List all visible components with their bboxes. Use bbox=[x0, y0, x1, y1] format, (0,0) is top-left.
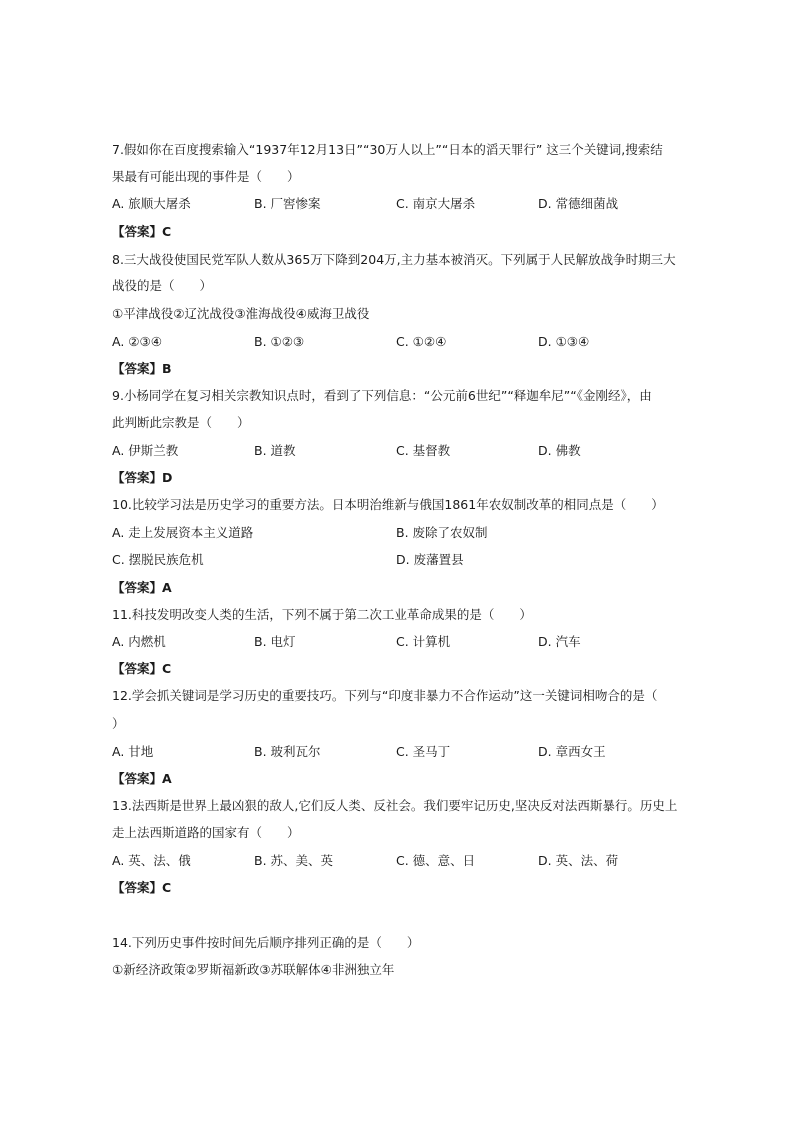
q13-option-a: A. 英、法、俄 bbox=[112, 853, 191, 868]
q11-option-d: D. 汽车 bbox=[538, 634, 581, 649]
q13-stem-line-1: 13.法西斯是世界上最凶狠的敌人,它们反人类、反社会。我们要牢记历史,坚决反对法西斯暴行。历史上 bbox=[112, 798, 678, 813]
q7-answer: 【答案】C bbox=[112, 224, 172, 239]
q10-options-row-1 bbox=[112, 525, 692, 541]
q10-options-row-2 bbox=[112, 552, 692, 568]
q8-option-d: D. ①③④ bbox=[538, 334, 590, 349]
q9-option-d: D. 佛教 bbox=[538, 443, 581, 458]
q7-options bbox=[112, 169, 692, 185]
q8-options-row bbox=[112, 334, 692, 350]
q11-stem-line-1: 11.科技发明改变人类的生活，下列不属于第二次工业革命成果的是（ ） bbox=[112, 607, 532, 622]
q12-answer: 【答案】A bbox=[112, 771, 172, 786]
q8-stem-line-3: ①平津战役②辽沈战役③淮海战役④威海卫战役 bbox=[112, 306, 370, 321]
q8-option-c: C. ①②④ bbox=[396, 334, 447, 349]
q14-stem-line-2: ①新经济政策②罗斯福新政③苏联解体④非洲独立年 bbox=[112, 962, 395, 977]
q11-option-c: C. 计算机 bbox=[396, 634, 451, 649]
q8-option-a: A. ②③④ bbox=[112, 334, 162, 349]
q13-options-row bbox=[112, 853, 692, 869]
q13-stem-line-2: 走上法西斯道路的国家有（ ） bbox=[112, 825, 300, 840]
q7-stem-line-2: 果最有可能出现的事件是（ ） bbox=[112, 169, 300, 184]
q9-answer: 【答案】D bbox=[112, 470, 173, 485]
q12-option-c: C. 圣马丁 bbox=[396, 744, 451, 759]
q12-stem-line-2: ） bbox=[112, 716, 125, 731]
q9-option-c: C. 基督教 bbox=[396, 443, 451, 458]
q13-option-d: D. 英、法、荷 bbox=[538, 853, 619, 868]
q12-option-b: B. 玻利瓦尔 bbox=[254, 744, 321, 759]
q8-stem-line-2: 战役的是（ ） bbox=[112, 278, 213, 293]
q14-stem-line-1: 14.下列历史事件按时间先后顺序排列正确的是（ ） bbox=[112, 935, 420, 950]
q9-stem-line-2: 此判断此宗教是（ ） bbox=[112, 415, 250, 430]
q10-option-b: B. 废除了农奴制 bbox=[396, 525, 488, 540]
q13-option-b: B. 苏、美、英 bbox=[254, 853, 334, 868]
q7-options-row bbox=[112, 196, 692, 212]
q8-answer: 【答案】B bbox=[112, 361, 172, 376]
q7-option-a: A. 旅顺大屠杀 bbox=[112, 196, 191, 211]
q13-answer: 【答案】C bbox=[112, 880, 172, 895]
q11-option-a: A. 内燃机 bbox=[112, 634, 166, 649]
q7-option-d: D. 常德细菌战 bbox=[538, 196, 619, 211]
q12-options-row bbox=[112, 744, 692, 760]
q7-option-b: B. 厂窖惨案 bbox=[254, 196, 321, 211]
q8-option-b: B. ①②③ bbox=[254, 334, 305, 349]
q10-option-c: C. 摆脱民族危机 bbox=[112, 552, 204, 567]
q13-option-c: C. 德、意、日 bbox=[396, 853, 476, 868]
q9-options-row bbox=[112, 443, 692, 459]
q8-stem-line-1: 8.三大战役使国民党军队人数从365万下降到204万,主力基本被消灭。下列属于人民解放战争时期三大 bbox=[112, 252, 676, 267]
q9-option-b: B. 道教 bbox=[254, 443, 296, 458]
q7-stem-line-1: 7.假如你在百度搜索输入“1937年12月13日”“30万人以上”“日本的滔天罪行” 这三个关键词,搜索结 bbox=[112, 142, 663, 157]
q10-option-a: A. 走上发展资本主义道路 bbox=[112, 525, 254, 540]
q7-option-c: C. 南京大屠杀 bbox=[396, 196, 476, 211]
q10-stem-line-1: 10.比较学习法是历史学习的重要方法。日本明治维新与俄国1861年农奴制改革的相同点是（ ） bbox=[112, 497, 664, 512]
q12-option-d: D. 章西女王 bbox=[538, 744, 606, 759]
q9-option-a: A. 伊斯兰教 bbox=[112, 443, 179, 458]
q12-stem-line-1: 12.学会抓关键词是学习历史的重要技巧。下列与“印度非暴力不合作运动”这一关键词相吻合的是（ bbox=[112, 688, 658, 703]
q10-option-d: D. 废藩置县 bbox=[396, 552, 464, 567]
q10-answer: 【答案】A bbox=[112, 580, 172, 595]
q9-stem-line-1: 9.小杨同学在复习相关宗教知识点时，看到了下列信息：“公元前6世纪”“释迦牟尼”“《金刚经》，由 bbox=[112, 388, 652, 403]
q11-option-b: B. 电灯 bbox=[254, 634, 296, 649]
q11-answer: 【答案】C bbox=[112, 661, 172, 676]
q12-option-a: A. 甘地 bbox=[112, 744, 154, 759]
q11-options-row bbox=[112, 634, 692, 650]
